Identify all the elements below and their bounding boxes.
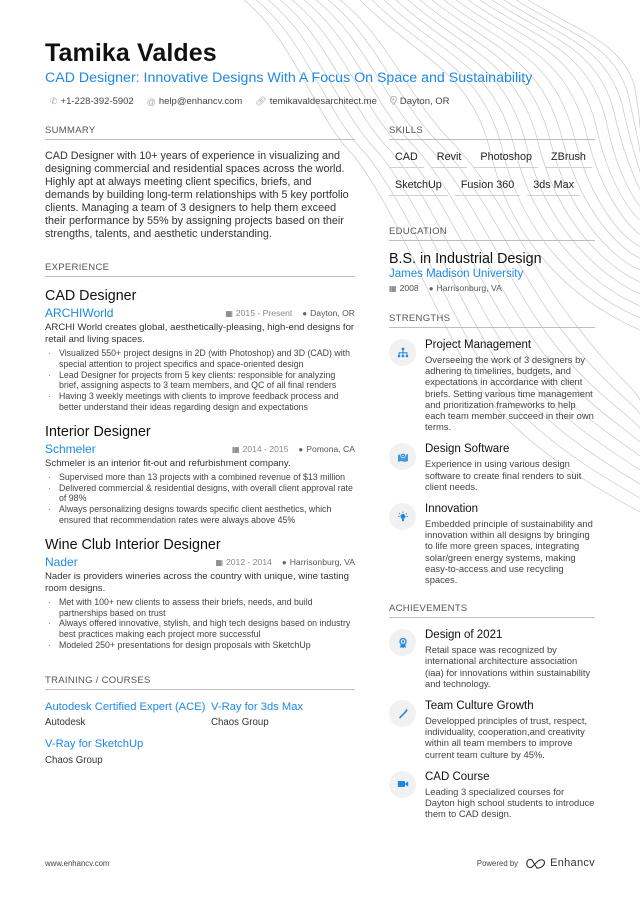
- course-name: Autodesk Certified Expert (ACE): [45, 700, 206, 713]
- skill-tag: ZBrush: [545, 148, 592, 168]
- candidate-tagline: CAD Designer: Innovative Designs With A Focus On Space and Sustainability: [45, 70, 533, 86]
- job-bullets: [45, 597, 355, 651]
- achievement-description: Retail space was recognized by international architecture association (iaa) for innovations within sustainability and technology.: [425, 644, 591, 689]
- email-text: help@enhancv.com: [158, 96, 243, 107]
- strengths-section: [389, 313, 595, 585]
- map-pin-icon: [389, 443, 416, 470]
- school-name: James Madison University: [389, 268, 524, 280]
- two-column-layout: [45, 125, 595, 819]
- job-bullet: · Having 3 weekly meetings with clients to improve feedback process and better understand their ideas regarding design and expectations: [45, 391, 355, 413]
- job-meta-row: [45, 555, 355, 569]
- company-name: Nader: [45, 554, 78, 569]
- strength-item: [389, 442, 595, 492]
- video-camera-icon: [389, 771, 416, 798]
- strength-body: [425, 502, 595, 585]
- course-provider: Chaos Group: [211, 717, 269, 729]
- strength-body: [425, 442, 595, 492]
- job-dates: ▦ 2012 - 2014: [215, 556, 272, 567]
- strength-title: Project Management: [425, 339, 532, 351]
- course-name: V-Ray for 3ds Max: [211, 700, 304, 713]
- phone-icon: ✆: [50, 96, 58, 106]
- job-dates: ▦ 2014 - 2015: [231, 443, 289, 454]
- job-entry: [45, 423, 355, 526]
- contact-bar: [50, 96, 595, 107]
- training-section: [45, 675, 355, 766]
- location-pin-icon: ●: [298, 444, 304, 454]
- job-bullet: · Modeled 250+ presentations for design proposals with SketchUp: [45, 640, 355, 651]
- achievement-item: [389, 628, 595, 689]
- link-icon: 🔗︎: [255, 96, 267, 106]
- powered-by-label: Powered by: [476, 858, 519, 868]
- company-description: ARCHI World creates global, aesthetically-pleasing, high-end designs for retail and living spaces.: [45, 322, 355, 345]
- skill-tag: Revit: [431, 148, 468, 168]
- job-bullet: · Always personalizing designs towards specific client aesthetics, which ensured that recommendation rates were always above 45%: [45, 504, 355, 526]
- job-bullet: · Visualized 550+ project designs in 2D (with Photoshop) and 3D (CAD) with special attention to project specifics and space-oriented design: [45, 348, 355, 370]
- course-list: [45, 701, 355, 766]
- job-bullets: [45, 472, 355, 526]
- job-title: CAD Designer: [45, 288, 137, 304]
- hierarchy-icon: [389, 339, 416, 366]
- strength-title: Design Software: [425, 443, 510, 456]
- job-entry: [45, 287, 355, 413]
- skills-heading: SKILLS: [389, 125, 595, 140]
- experience-section: [45, 262, 355, 651]
- job-bullet: · Always offered innovative, stylish, and high tech designs based on industry best practices making each project more successful: [45, 618, 355, 640]
- achievements-section: [389, 603, 595, 819]
- phone-text: +1-228-392-5902: [60, 96, 134, 107]
- contact-email[interactable]: [147, 96, 243, 107]
- skill-tags: [389, 148, 595, 196]
- job-bullet: · Delivered commercial & residential designs, with overall client approval rate of 98%: [45, 483, 355, 505]
- skill-tag: CAD: [389, 148, 424, 168]
- education-location: ● Harrisonburg, VA: [428, 283, 502, 293]
- skill-tag: 3ds Max: [527, 176, 580, 196]
- resume-header: [45, 0, 595, 107]
- course-entry: [211, 701, 351, 729]
- company-description: Nader is providers wineries across the country with unique, wine tasting room designs.: [45, 570, 349, 594]
- job-dates: ▦ 2015 - Present: [225, 308, 293, 318]
- magic-wand-icon: [389, 700, 416, 727]
- education-heading: EDUCATION: [389, 226, 595, 241]
- strength-description: Experience in using various design software to create final renders to suit client needs.: [425, 458, 582, 492]
- strength-item: [389, 338, 595, 432]
- at-sign-icon: @: [146, 96, 156, 107]
- skills-section: [389, 125, 595, 196]
- job-entry: [45, 536, 355, 651]
- skill-tag: SketchUp: [389, 176, 448, 196]
- education-section: [389, 226, 595, 293]
- location-pin-icon: [390, 96, 397, 107]
- skill-tag: Photoshop: [474, 148, 538, 168]
- contact-location: [390, 96, 450, 107]
- company-name: ARCHIWorld: [45, 306, 114, 320]
- course-provider: Autodesk: [45, 717, 86, 729]
- job-title: Wine Club Interior Designer: [45, 536, 221, 553]
- course-name: V-Ray for SketchUp: [45, 738, 144, 751]
- job-meta: [215, 557, 355, 567]
- candidate-name: Tamika Valdes: [45, 39, 217, 67]
- enhancv-logo-icon: [526, 858, 546, 869]
- job-bullet: · Supervised more than 13 projects with a combined revenue of $13 million: [45, 472, 355, 483]
- strength-title: Innovation: [425, 503, 479, 516]
- job-location: ● Dayton, OR: [302, 308, 355, 318]
- company-description: Schmeler is an interior fit-out and refurbishment company.: [45, 457, 291, 469]
- location-pin-icon: ●: [302, 309, 308, 318]
- achievement-description: Leading 3 specialized courses for Dayton high school students to introduce them to CAD design.: [425, 785, 595, 820]
- award-icon: [389, 629, 416, 656]
- training-heading: TRAINING / COURSES: [45, 675, 355, 690]
- summary-section: [45, 125, 355, 241]
- strength-description: Embedded principle of sustainability and innovation within all designs by bringing to life more green spaces, integrating solar/green energy systems, making easy-to-access and use recycling spaces.: [425, 518, 593, 586]
- strengths-heading: STRENGTHS: [389, 313, 595, 328]
- page-footer: [45, 857, 595, 869]
- course-entry: [45, 701, 211, 729]
- achievement-title: CAD Course: [425, 770, 490, 783]
- company-name: Schmeler: [45, 441, 96, 456]
- job-location: ● Pomona, CA: [298, 443, 355, 454]
- location-text: Dayton, OR: [399, 96, 450, 107]
- contact-phone[interactable]: [50, 96, 134, 107]
- contact-website[interactable]: [255, 96, 377, 107]
- right-column: [389, 125, 595, 819]
- summary-heading: SUMMARY: [45, 125, 355, 140]
- achievement-title: Team Culture Growth: [425, 700, 534, 713]
- website-text: temikavaldesarchitect.me: [269, 96, 377, 107]
- achievement-title: Design of 2021: [425, 629, 503, 642]
- summary-text: CAD Designer with 10+ years of experience in visualizing and designing commercial and residential spaces across the world. Highly apt at always meeting client specifics, briefs, and demands by building long-term relationships with 5 key portfolio clients. Managing a team of 3 designers to help them exceed their performance by 55% by assigning projects based on their strengths, talents, and aesthetic understanding.: [45, 150, 349, 240]
- achievement-body: [425, 770, 595, 820]
- job-bullet: · Met with 100+ new clients to assess their briefs, needs, and build partnerships based on trust: [45, 597, 355, 619]
- location-pin-icon: ●: [281, 557, 287, 567]
- achievement-body: [425, 628, 595, 689]
- experience-heading: EXPERIENCE: [45, 262, 355, 277]
- left-column: [45, 125, 355, 819]
- job-bullets: [45, 348, 355, 413]
- job-title: Interior Designer: [45, 423, 151, 440]
- achievement-item: [389, 770, 595, 820]
- job-meta: [232, 444, 355, 454]
- enhancv-logo[interactable]: [526, 857, 595, 869]
- job-meta-row: [45, 442, 355, 456]
- calendar-icon: ▦: [389, 284, 397, 293]
- strength-description: Overseeing the work of 3 designers by adhering to timelines, budgets, and expectations in accordance with client briefs. Setting various time management and prioritization frameworks to help each team member succeed in their own terms.: [425, 354, 594, 433]
- skill-tag: Fusion 360: [455, 176, 520, 196]
- strength-body: [425, 338, 595, 432]
- lightbulb-icon: [389, 503, 416, 530]
- course-provider: Chaos Group: [45, 754, 103, 766]
- brand-name: Enhancv: [550, 857, 595, 869]
- powered-by: [477, 857, 595, 869]
- education-meta: [389, 283, 595, 293]
- job-meta: [225, 308, 355, 318]
- achievements-heading: ACHIEVEMENTS: [389, 603, 595, 618]
- job-meta-row: [45, 306, 355, 320]
- footer-website-link[interactable]: www.enhancv.com: [45, 858, 110, 868]
- achievement-description: Developped principles of trust, respect, individuality, cooperation,and creativity within all team members to improve current team culture by 45%.: [425, 715, 588, 760]
- location-pin-icon: ●: [428, 284, 434, 293]
- degree-title: B.S. in Industrial Design: [389, 251, 542, 267]
- achievement-item: [389, 699, 595, 760]
- achievement-body: [425, 699, 595, 760]
- calendar-icon: ▦: [231, 444, 240, 454]
- calendar-icon: ▦: [215, 557, 223, 567]
- job-bullet: · Lead Designer for projects from 5 key clients: responsible for analyzing brief, assigning aspects to 3 team members, and QC of all final renders: [45, 370, 355, 392]
- job-location: ● Harrisonburg, VA: [281, 556, 355, 567]
- course-entry: [45, 738, 211, 766]
- strength-item: [389, 502, 595, 585]
- calendar-icon: ▦: [225, 309, 233, 318]
- education-year: ▦ 2008: [389, 283, 419, 293]
